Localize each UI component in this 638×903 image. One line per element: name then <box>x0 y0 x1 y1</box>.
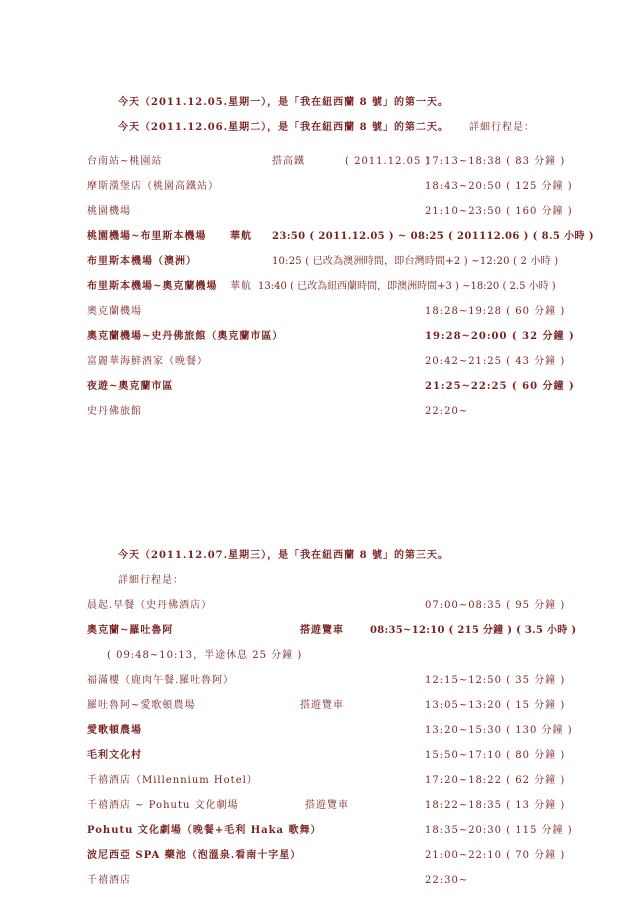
itinerary-row <box>0 747 638 765</box>
itinerary-row <box>0 228 638 246</box>
row-time: 18:22~18:35 ( 13 分鐘 ) <box>425 800 566 811</box>
day3-detail-line <box>0 572 638 590</box>
row-place: 福滿樓（鹿肉午餐.羅吐魯阿） <box>87 675 235 686</box>
row-place: 布里斯本機場~奧克蘭機場 <box>87 281 218 292</box>
row-place: 千禧酒店 ~ Pohutu 文化劇場 <box>87 800 239 811</box>
row-place: Pohutu 文化劇場（晚餐+毛利 Haka 歌舞） <box>87 825 322 836</box>
itinerary-row <box>0 203 638 221</box>
row-place: 千禧酒店（Millennium Hotel） <box>87 775 258 786</box>
row-detail: 10:25 ( 已改為澳洲時間，即台灣時間+2 ) ~12:20 ( 2 小時 ) <box>272 256 559 267</box>
row-transport: 搭高鐵 <box>272 156 305 167</box>
row-time: 18:28~19:28 ( 60 分鐘 ) <box>425 306 566 317</box>
row-place: 富麗華海鮮酒家（晚餐） <box>87 356 208 367</box>
itinerary-row <box>0 328 638 346</box>
row-detail: 13:40 ( 已改為紐西蘭時間，即澳洲時間+3 ) ~18:20 ( 2.5 小時 ) <box>258 281 556 292</box>
row-time: 20:42~21:25 ( 43 分鐘 ) <box>425 356 566 367</box>
row-place: 史丹佛旅館 <box>87 406 142 417</box>
day1-title-line <box>0 94 638 112</box>
itinerary-row <box>0 672 638 690</box>
itinerary-row <box>0 772 638 790</box>
row-place: 愛歌頓農場 <box>87 725 142 736</box>
row-place: 晨起.早餐（史丹佛酒店） <box>87 600 213 611</box>
row-place: 波尼西亞 SPA 藥池（泡溫泉.看南十字星） <box>87 850 302 861</box>
row-place: 布里斯本機場（澳洲） <box>87 256 197 267</box>
detail-label: 詳細行程是： <box>118 575 184 586</box>
itinerary-row <box>0 178 638 196</box>
itinerary-row <box>0 253 638 271</box>
row-note: ( 09:48~10:13，半途休息 25 分鐘 ) <box>107 650 303 661</box>
day1-title: 今天（2011.12.05.星期一），是「我在紐西蘭 8 號」的第一天。 <box>118 97 450 108</box>
row-detail: 23:50 ( 2011.12.05 ) ~ 08:25 ( 201112.06 ) ( 8.5 小時 ) <box>272 231 594 242</box>
itinerary-row <box>0 847 638 865</box>
row-time: 18:35~20:30 ( 115 分鐘 ) <box>425 825 573 836</box>
day3-title: 今天（2011.12.07.星期三），是「我在紐西蘭 8 號」的第三天。 <box>118 550 450 561</box>
row-place: 奧克蘭機場~史丹佛旅館（奧克蘭市區） <box>87 331 284 342</box>
row-place: 夜遊~奧克蘭市區 <box>87 381 174 392</box>
row-place: 台南站~桃園站 <box>87 156 163 167</box>
row-time: 17:20~18:22 ( 62 分鐘 ) <box>425 775 566 786</box>
itinerary-row <box>0 153 638 171</box>
row-transport: 搭遊覽車 <box>300 625 344 636</box>
detail-label: 詳細行程是： <box>469 122 535 133</box>
row-time: 12:15~12:50 ( 35 分鐘 ) <box>425 675 566 686</box>
row-carrier: 華航 <box>230 281 252 292</box>
row-place: 摩斯漢堡店（桃園高鐵站） <box>87 181 219 192</box>
row-time: 13:05~13:20 ( 15 分鐘 ) <box>425 700 566 711</box>
itinerary-row <box>0 797 638 815</box>
row-place: 毛利文化村 <box>87 750 142 761</box>
row-time: 18:43~20:50 ( 125 分鐘 ) <box>425 181 573 192</box>
itinerary-row <box>0 697 638 715</box>
row-place: 桃園機場 <box>87 206 131 217</box>
row-transport: 搭遊覽車 <box>305 800 349 811</box>
row-date: ( 2011.12.05 ) <box>345 156 431 167</box>
row-time: 22:30~ <box>425 875 469 886</box>
row-time: 19:28~20:00 ( 32 分鐘 ) <box>425 331 575 342</box>
row-place: 羅吐魯阿~愛歌頓農場 <box>87 700 196 711</box>
itinerary-row <box>0 353 638 371</box>
row-place: 桃園機場~布里斯本機場 <box>87 231 207 242</box>
day2-title: 今天（2011.12.06.星期二），是「我在紐西蘭 8 號」的第二天。 <box>118 122 450 133</box>
itinerary-row <box>0 622 638 640</box>
row-carrier: 華航 <box>230 231 252 242</box>
row-time: 17:13~18:38 ( 83 分鐘 ) <box>425 156 566 167</box>
itinerary-row <box>0 722 638 740</box>
itinerary-row <box>0 303 638 321</box>
row-time: 15:50~17:10 ( 80 分鐘 ) <box>425 750 566 761</box>
row-place: 奧克蘭機場 <box>87 306 142 317</box>
day2-title-line <box>0 119 638 137</box>
row-transport: 搭遊覽車 <box>300 700 344 711</box>
itinerary-note <box>0 647 638 665</box>
row-time: 08:35~12:10 ( 215 分鐘 ) ( 3.5 小時 ) <box>370 625 577 636</box>
itinerary-row <box>0 597 638 615</box>
itinerary-row <box>0 822 638 840</box>
row-time: 21:10~23:50 ( 160 分鐘 ) <box>425 206 573 217</box>
row-time: 07:00~08:35 ( 95 分鐘 ) <box>425 600 566 611</box>
row-time: 21:25~22:25 ( 60 分鐘 ) <box>425 381 575 392</box>
row-place: 奧克蘭~羅吐魯阿 <box>87 625 174 636</box>
day3-title-line <box>0 547 638 565</box>
itinerary-row <box>0 403 638 421</box>
row-time: 21:00~22:10 ( 70 分鐘 ) <box>425 850 566 861</box>
itinerary-row <box>0 872 638 890</box>
row-time: 22:20~ <box>425 406 469 417</box>
itinerary-row <box>0 378 638 396</box>
itinerary-row <box>0 278 638 296</box>
row-place: 千禧酒店 <box>87 875 131 886</box>
row-time: 13:20~15:30 ( 130 分鐘 ) <box>425 725 573 736</box>
